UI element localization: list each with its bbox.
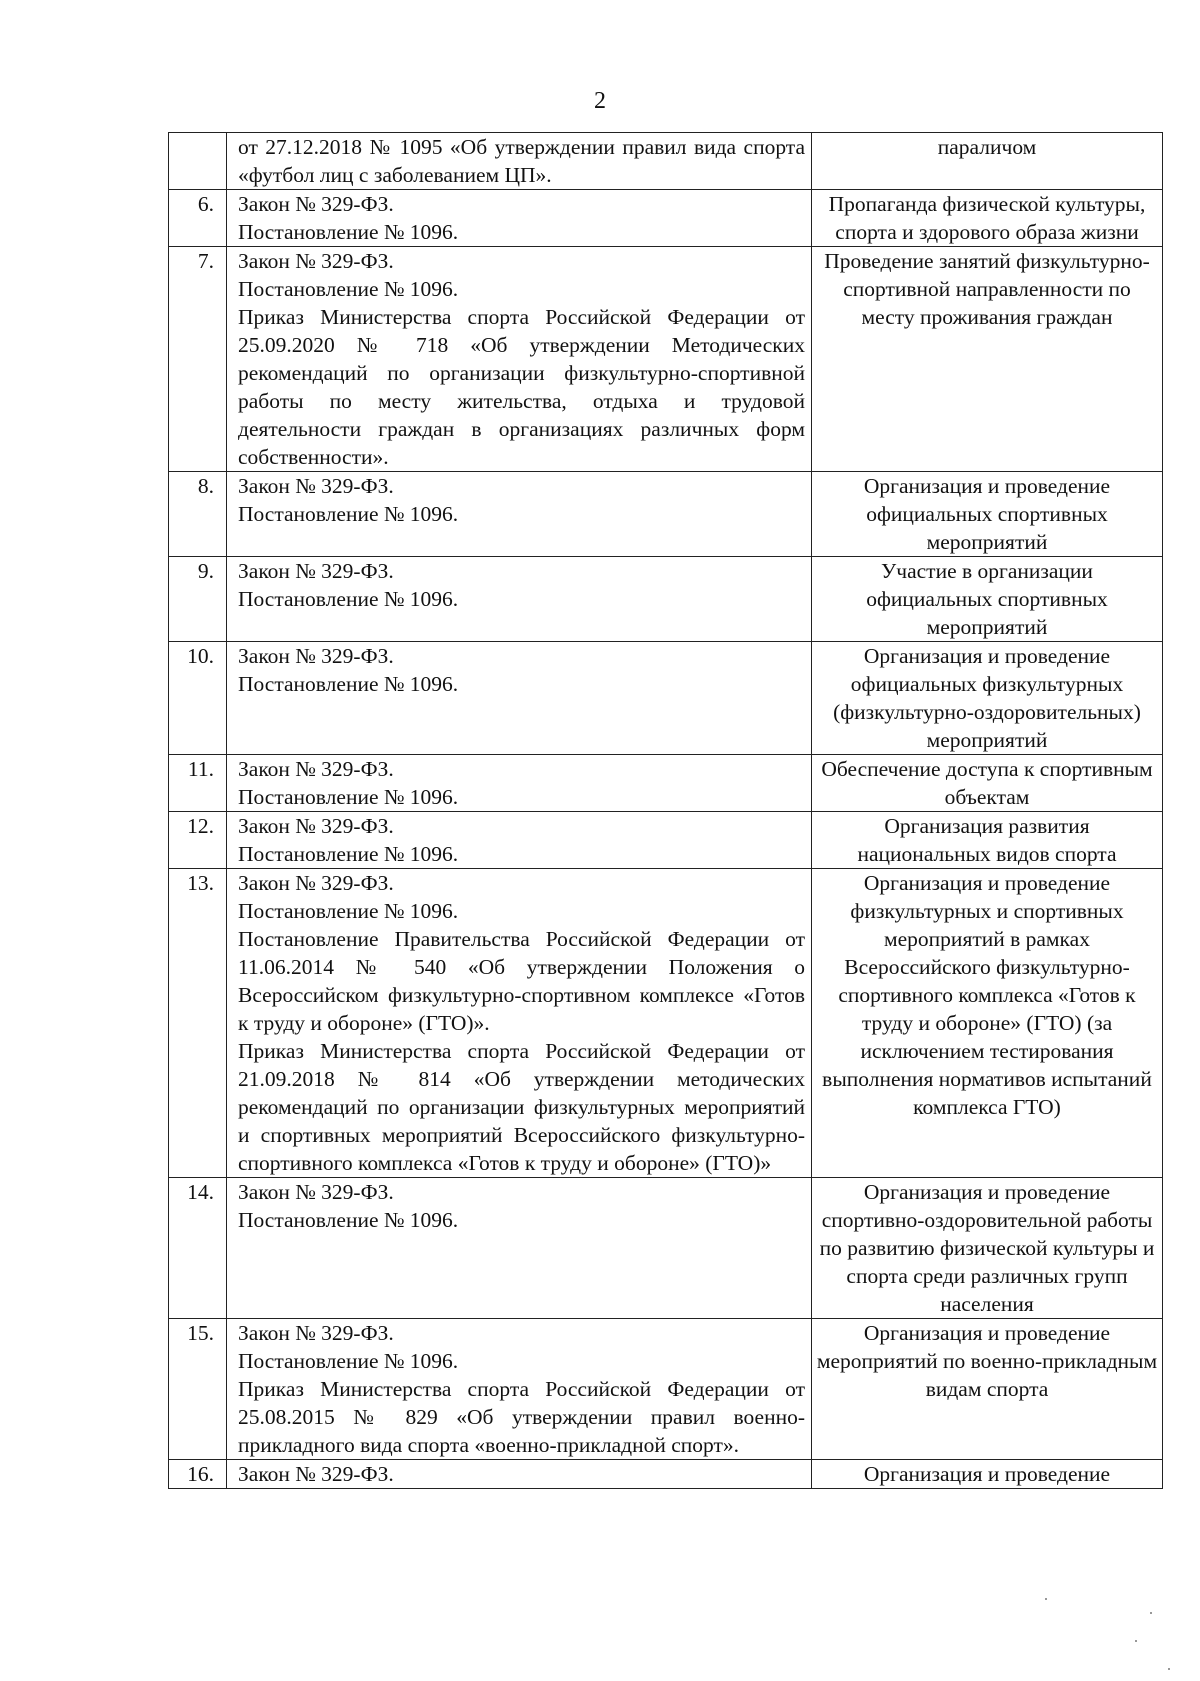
table-row — [169, 812, 1163, 869]
row-number — [169, 133, 227, 190]
legal-basis-cell — [227, 247, 812, 472]
legal-basis-cell — [227, 557, 812, 642]
service-name-cell: Организация и проведение — [812, 1460, 1163, 1489]
row-number: 12. — [169, 812, 227, 869]
legal-basis-cell — [227, 642, 812, 755]
legal-basis-text: Закон № 329-ФЗ. — [238, 757, 394, 781]
table-row — [169, 1178, 1163, 1319]
legal-basis-text: Закон № 329-ФЗ. — [238, 474, 394, 498]
table-row — [169, 642, 1163, 755]
service-name-cell: Организация и проведение спортивно-оздоровительной работы по развитию физической культуры и спорта среди различных групп населения — [812, 1178, 1163, 1319]
service-name-cell: Пропаганда физической культуры, спорта и здорового образа жизни — [812, 190, 1163, 247]
legal-basis-text: Закон № 329-ФЗ. — [238, 1462, 394, 1486]
scan-speck — [1135, 1640, 1137, 1642]
service-name-cell: Участие в организации официальных спортивных мероприятий — [812, 557, 1163, 642]
legal-basis-text: Приказ Министерства спорта Российской Федерации от 25.09.2020 № 718 «Об утверждении Методических рекомендаций по организации физкультурно-спортивной работы по месту жительства, отдыха и трудовой деятельности граждан в организациях различных форм собственности». — [238, 305, 805, 469]
legal-basis-text: Закон № 329-ФЗ. — [238, 1321, 394, 1345]
service-name-cell: Организация и проведение официальных спортивных мероприятий — [812, 472, 1163, 557]
service-name-cell: Организация и проведение физкультурных и спортивных мероприятий в рамках Всероссийского физкультурно-спортивного комплекса «Готов к труду и обороне» (ГТО) (за исключением тестирования выполнения нормативов испытаний комплекса ГТО) — [812, 869, 1163, 1178]
legal-basis-text: от 27.12.2018 № 1095 «Об утверждении правил вида спорта «футбол лиц с заболеванием ЦП». — [238, 135, 805, 187]
legal-basis-text: Постановление № 1096. — [238, 277, 459, 301]
legal-basis-text: Постановление № 1096. — [238, 672, 459, 696]
legal-basis-text: Постановление № 1096. — [238, 587, 459, 611]
legal-basis-text: Закон № 329-ФЗ. — [238, 192, 394, 216]
table-row — [169, 133, 1163, 190]
row-number: 14. — [169, 1178, 227, 1319]
table-row — [169, 472, 1163, 557]
legal-basis-text: Постановление № 1096. — [238, 899, 459, 923]
legal-basis-text: Закон № 329-ФЗ. — [238, 1180, 394, 1204]
legal-basis-text: Постановление № 1096. — [238, 842, 459, 866]
service-name-cell: Организация и проведение мероприятий по военно-прикладным видам спорта — [812, 1319, 1163, 1460]
legal-basis-text: Постановление № 1096. — [238, 220, 459, 244]
row-number: 15. — [169, 1319, 227, 1460]
legal-basis-text: Приказ Министерства спорта Российской Федерации от 21.09.2018 № 814 «Об утверждении методических рекомендаций по организации физкультурных мероприятий и спортивных мероприятий Всероссийского физкультурно-спортивного комплекса «Готов к труду и обороне» (ГТО)» — [238, 1039, 805, 1175]
legal-basis-text: Закон № 329-ФЗ. — [238, 644, 394, 668]
legal-basis-cell — [227, 1460, 812, 1489]
row-number: 8. — [169, 472, 227, 557]
legal-basis-cell — [227, 472, 812, 557]
scan-speck — [1045, 1598, 1047, 1600]
service-name-cell: Проведение занятий физкультурно-спортивной направленности по месту проживания граждан — [812, 247, 1163, 472]
table-row — [169, 557, 1163, 642]
legal-basis-text: Закон № 329-ФЗ. — [238, 871, 394, 895]
table-row — [169, 1319, 1163, 1460]
table-body — [169, 133, 1163, 1489]
scan-speck — [1168, 1668, 1170, 1670]
row-number: 16. — [169, 1460, 227, 1489]
scan-speck — [1150, 1612, 1152, 1614]
table-row — [169, 869, 1163, 1178]
row-number: 9. — [169, 557, 227, 642]
legal-basis-text: Постановление № 1096. — [238, 502, 459, 526]
legal-basis-text: Закон № 329-ФЗ. — [238, 559, 394, 583]
legal-basis-cell — [227, 755, 812, 812]
legal-basis-text: Приказ Министерства спорта Российской Федерации от 25.08.2015 № 829 «Об утверждении правил военно-прикладного вида спорта «военно-прикладной спорт». — [238, 1377, 805, 1457]
legal-basis-text: Постановление Правительства Российской Федерации от 11.06.2014 № 540 «Об утверждении Положения о Всероссийском физкультурно-спортивном комплексе «Готов к труду и обороне» (ГТО)». — [238, 927, 805, 1035]
row-number: 6. — [169, 190, 227, 247]
legal-basis-table — [168, 132, 1163, 1489]
legal-basis-text: Закон № 329-ФЗ. — [238, 249, 394, 273]
legal-basis-cell — [227, 869, 812, 1178]
service-name-cell: Обеспечение доступа к спортивным объектам — [812, 755, 1163, 812]
table-row — [169, 247, 1163, 472]
page-number: 2 — [594, 88, 606, 114]
table-row — [169, 1460, 1163, 1489]
row-number: 10. — [169, 642, 227, 755]
table-row — [169, 190, 1163, 247]
legal-basis-text: Закон № 329-ФЗ. — [238, 814, 394, 838]
row-number: 11. — [169, 755, 227, 812]
legal-basis-cell — [227, 1319, 812, 1460]
service-name-cell: параличом — [812, 133, 1163, 190]
legal-basis-text: Постановление № 1096. — [238, 785, 459, 809]
row-number: 7. — [169, 247, 227, 472]
legal-basis-cell — [227, 133, 812, 190]
legal-basis-text: Постановление № 1096. — [238, 1208, 459, 1232]
legal-basis-cell — [227, 190, 812, 247]
row-number: 13. — [169, 869, 227, 1178]
legal-basis-text: Постановление № 1096. — [238, 1349, 459, 1373]
service-name-cell: Организация и проведение официальных физкультурных (физкультурно-оздоровительных) мероприятий — [812, 642, 1163, 755]
table-row — [169, 755, 1163, 812]
legal-basis-cell — [227, 812, 812, 869]
legal-basis-cell — [227, 1178, 812, 1319]
service-name-cell: Организация развития национальных видов спорта — [812, 812, 1163, 869]
